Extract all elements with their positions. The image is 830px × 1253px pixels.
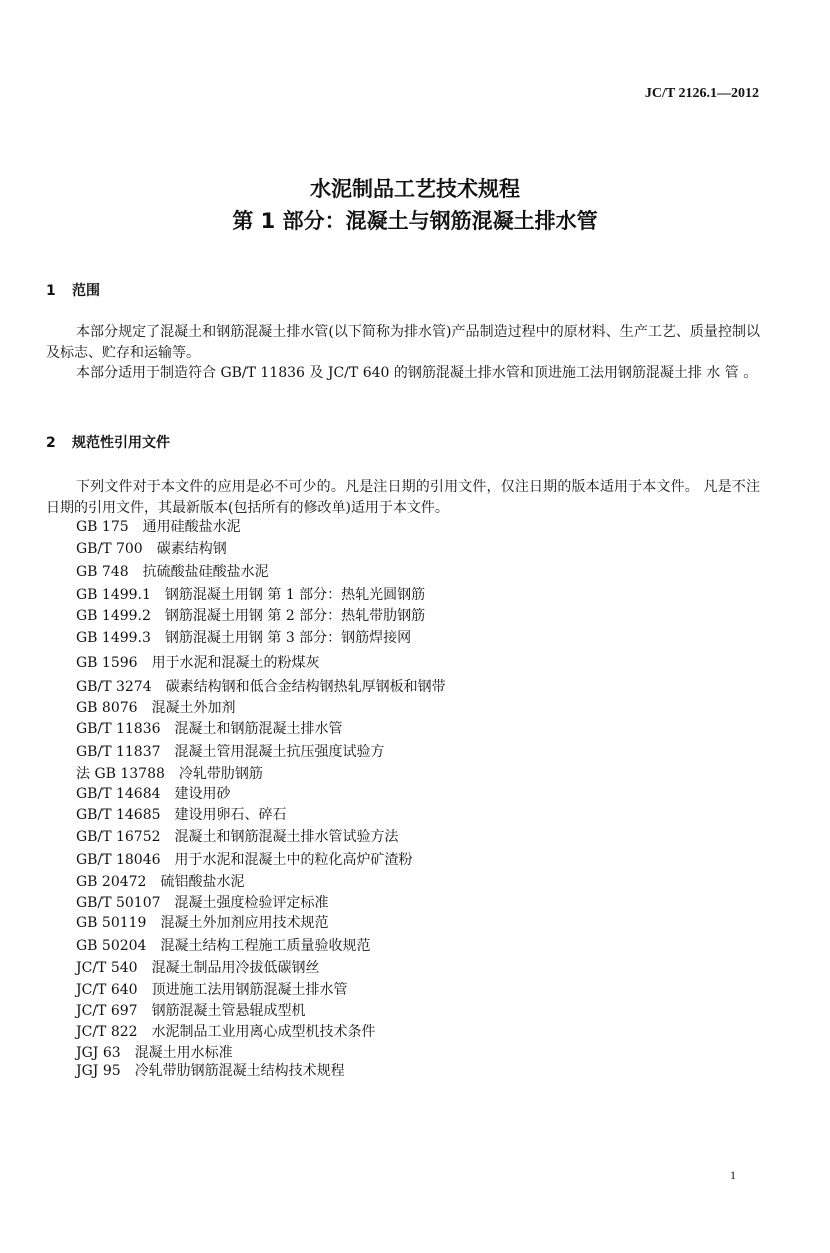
- reference-code: GB/T 3274: [76, 679, 152, 695]
- reference-item: [76, 783, 231, 803]
- reference-item: [76, 979, 348, 999]
- reference-item: [76, 804, 287, 824]
- reference-item: [76, 718, 343, 738]
- reference-code: GB/T 50107: [76, 895, 161, 911]
- reference-code: GB 748: [76, 564, 129, 580]
- reference-title: 混凝土和钢筋混凝土排水管试验方法: [174, 829, 399, 845]
- reference-item: [76, 561, 269, 581]
- reference-item: [76, 697, 236, 717]
- reference-item: [76, 652, 320, 672]
- reference-item: [76, 605, 425, 625]
- reference-item: [76, 826, 399, 846]
- reference-title: 水泥制品工业用离心成型机技术条件: [151, 1024, 376, 1040]
- reference-item: [76, 1000, 306, 1020]
- reference-title: 建设用卵石、碎石: [174, 807, 287, 823]
- reference-item: [76, 584, 425, 604]
- reference-code: GB/T 16752: [76, 829, 161, 845]
- section-number: 2: [46, 435, 56, 451]
- section-1-paragraph-2: 本部分适用于制造符合 GB/T 11836 及 JC/T 640 的钢筋混凝土排水管和顶进施工法用钢筋混凝土排 水 管 。: [76, 365, 758, 381]
- reference-code: JGJ 63: [76, 1045, 121, 1061]
- reference-title: 混凝土强度检验评定标准: [174, 895, 329, 911]
- reference-code: JC/T 697: [76, 1003, 138, 1019]
- reference-code: JC/T 640: [76, 982, 138, 998]
- reference-code: GB 1499.1: [76, 587, 151, 603]
- reference-item: [76, 627, 411, 647]
- reference-item: [76, 763, 263, 783]
- reference-title: 碳素结构钢: [156, 541, 227, 557]
- page-number: 1: [730, 1168, 736, 1182]
- reference-title: 碳素结构钢和低合金结构钢热轧厚钢板和钢带: [165, 679, 446, 695]
- reference-title: 抗硫酸盐硅酸盐水泥: [142, 564, 269, 580]
- reference-title: 混凝土和钢筋混凝土排水管: [174, 721, 343, 737]
- reference-code: JC/T 540: [76, 960, 138, 976]
- reference-item: [76, 935, 370, 955]
- reference-item: [76, 957, 320, 977]
- reference-title: 冷轧带肋钢筋混凝土结构技术规程: [134, 1063, 345, 1079]
- reference-code: GB 1499.2: [76, 608, 151, 624]
- reference-code: GB/T 11836: [76, 721, 161, 737]
- reference-item: [76, 1042, 233, 1062]
- reference-title: 混凝土外加剂: [151, 700, 236, 716]
- reference-title: 顶进施工法用钢筋混凝土排水管: [151, 982, 348, 998]
- reference-title: 钢筋混凝土用钢 第 3 部分：钢筋焊接网: [164, 630, 412, 646]
- reference-code: GB 8076: [76, 700, 138, 716]
- reference-code: GB/T 14685: [76, 807, 161, 823]
- reference-item: [76, 849, 413, 869]
- document-title-line1: 水泥制品工艺技术规程: [310, 177, 520, 201]
- section-2-intro: 下列文件对于本文件的应用是必不可少的。凡是注日期的引用文件，仅注日期的版本适用于本文件。 凡是不注日期的引用文件，其最新版本(包括所有的修改单)适用于本文件。: [46, 479, 760, 516]
- reference-title: 冷轧带肋钢筋: [178, 766, 263, 782]
- reference-item: [76, 1021, 376, 1041]
- section-title: 规范性引用文件: [72, 435, 170, 451]
- standard-number: JC/T 2126.1—2012: [644, 86, 759, 101]
- reference-code: GB/T 700: [76, 541, 143, 557]
- document-title-line2: 第 1 部分：混凝土与钢筋混凝土排水管: [232, 209, 598, 233]
- section-2-heading: [46, 432, 170, 452]
- reference-item: [76, 741, 385, 761]
- reference-item: [76, 892, 329, 912]
- reference-title: 混凝土结构工程施工质量验收规范: [160, 938, 371, 954]
- reference-title: 钢筋混凝土用钢 第 2 部分：热轧带肋钢筋: [164, 608, 426, 624]
- reference-code: GB/T 14684: [76, 786, 161, 802]
- section-number: 1: [46, 283, 56, 299]
- reference-title: 混凝土用水标准: [134, 1045, 233, 1061]
- reference-item: [76, 538, 227, 558]
- reference-item: [76, 516, 241, 536]
- reference-code: JC/T 822: [76, 1024, 138, 1040]
- reference-item: [76, 871, 244, 891]
- reference-code: 法 GB 13788: [76, 766, 165, 782]
- reference-item: [76, 1060, 345, 1080]
- reference-code: GB 50119: [76, 915, 147, 931]
- reference-code: GB/T 11837: [76, 744, 161, 760]
- reference-title: 混凝土管用混凝土抗压强度试验方: [174, 744, 385, 760]
- reference-title: 钢筋混凝土管悬辊成型机: [151, 1003, 306, 1019]
- reference-code: GB 1596: [76, 655, 138, 671]
- reference-title: 混凝土外加剂应用技术规范: [160, 915, 329, 931]
- reference-code: GB/T 18046: [76, 852, 161, 868]
- reference-code: GB 20472: [76, 874, 147, 890]
- reference-code: GB 50204: [76, 938, 147, 954]
- reference-title: 混凝土制品用冷拔低碳钢丝: [151, 960, 320, 976]
- reference-code: GB 1499.3: [76, 630, 151, 646]
- reference-item: [76, 676, 446, 696]
- reference-code: GB 175: [76, 519, 129, 535]
- reference-title: 硫铝酸盐水泥: [160, 874, 245, 890]
- section-1-paragraph-1: 本部分规定了混凝土和钢筋混凝土排水管(以下简称为排水管)产品制造过程中的原材料、生产工艺、质量控制以及标志、贮存和运输等。: [46, 324, 760, 361]
- reference-title: 建设用砂: [174, 786, 231, 802]
- reference-title: 用于水泥和混凝土的粉煤灰: [151, 655, 320, 671]
- reference-title: 用于水泥和混凝土中的粒化高炉矿渣粉: [174, 852, 413, 868]
- section-1-heading: [46, 280, 100, 300]
- reference-item: [76, 912, 328, 932]
- reference-title: 通用硅酸盐水泥: [142, 519, 241, 535]
- section-title: 范围: [72, 283, 100, 299]
- reference-title: 钢筋混凝土用钢 第 1 部分：热轧光圆钢筋: [164, 587, 426, 603]
- reference-code: JGJ 95: [76, 1063, 121, 1079]
